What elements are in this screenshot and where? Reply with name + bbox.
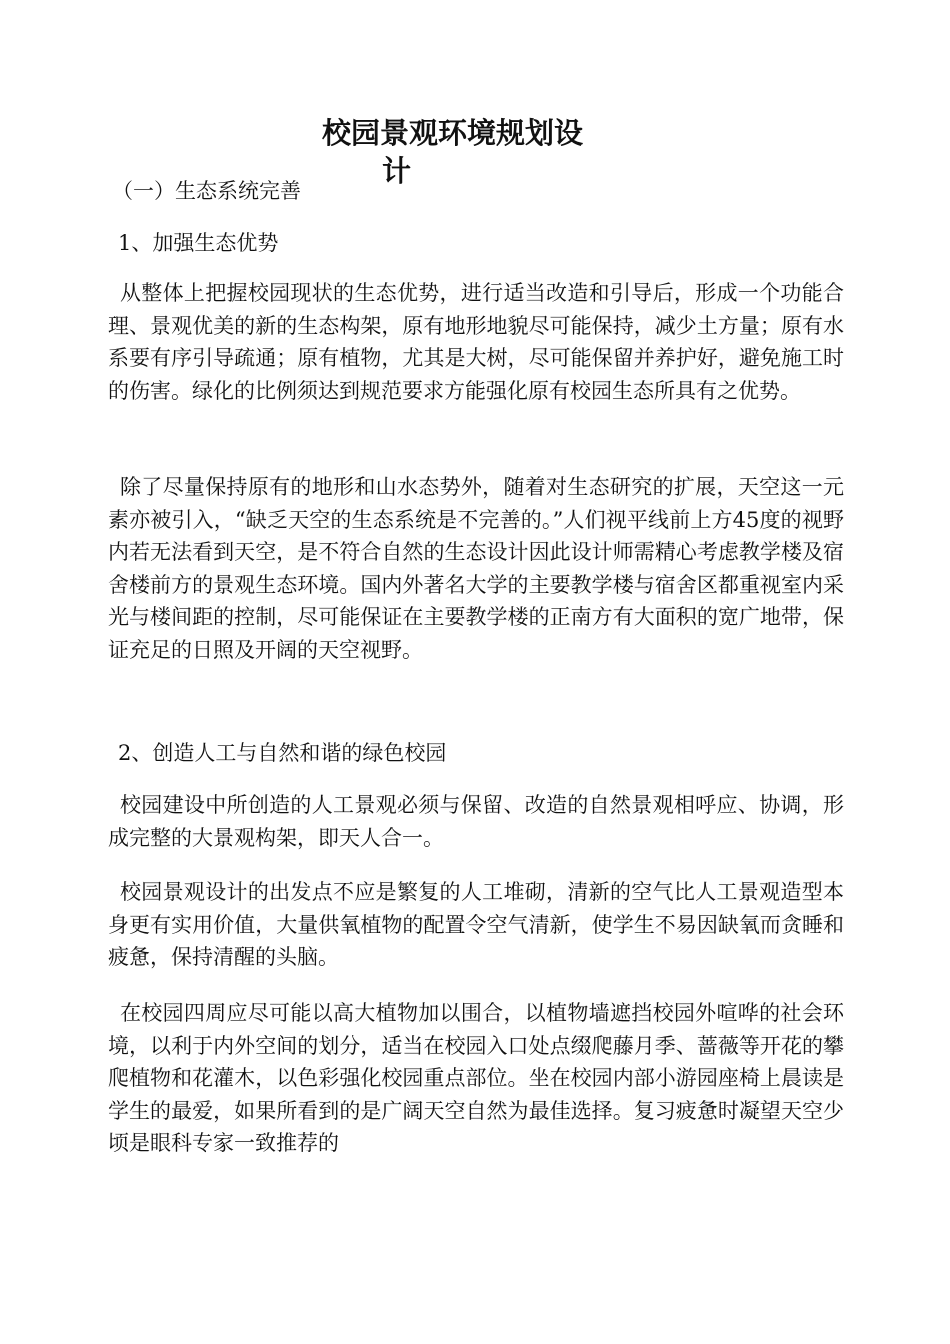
paragraph-1: 从整体上把握校园现状的生态优势，进行适当改造和引导后，形成一个功能合理、景观优美的新的生态构架，原有地形地貌尽可能保持，减少土方量；原有水系要有序引导疏通；原有植物，尤其是大树，尽可能保留并养护好，避免施工时的伤害。绿化的比例须达到规范要求方能强化原有校园生态所具有之优势。 [108, 281, 844, 403]
title-line-2: 计 [382, 154, 412, 188]
paragraph-3: 校园建设中所创造的人工景观必须与保留、改造的自然景观相呼应、协调，形成完整的大景观构架，即天人合一。 [108, 793, 844, 850]
title-line-1: 校园景观环境规划设 [322, 116, 584, 150]
paragraph-5: 在校园四周应尽可能以高大植物加以围合，以植物墙遮挡校园外喧哗的社会环境，以利于内外空间的划分，适当在校园入口处点缀爬藤月季、蔷薇等开花的攀爬植物和花灌木，以色彩强化校园重点部位。坐在校园内部小游园座椅上晨读是学生的最爱，如果所看到的是广阔天空自然为最佳选择。复习疲惫时凝望天空少顷是眼科专家一致推荐的 [108, 1001, 844, 1155]
paragraph-2: 除了尽量保持原有的地形和山水态势外，随着对生态研究的扩展，天空这一元素亦被引入，“缺乏天空的生态系统是不完善的。”人们视平线前上方45度的视野内若无法看到天空，是不符合自然的生态设计因此设计师需精心考虑教学楼及宿舍楼前方的景观生态环境。国内外著名大学的主要教学楼与宿舍区都重视室内采光与楼间距的控制，尽可能保证在主要教学楼的正南方有大面积的宽广地带，保证充足的日照及开阔的天空视野。 [108, 475, 844, 662]
subheading-2: 2、创造人工与自然和谐的绿色校园 [118, 741, 447, 765]
document-title [322, 114, 622, 190]
section-heading-1: （一）生态系统完善 [112, 179, 301, 203]
paragraph-4: 校园景观设计的出发点不应是繁复的人工堆砌，清新的空气比人工景观造型本身更有实用价值，大量供氧植物的配置令空气清新，使学生不易因缺氧而贪睡和疲惫，保持清醒的头脑。 [108, 880, 844, 969]
subheading-1: 1、加强生态优势 [118, 231, 279, 255]
